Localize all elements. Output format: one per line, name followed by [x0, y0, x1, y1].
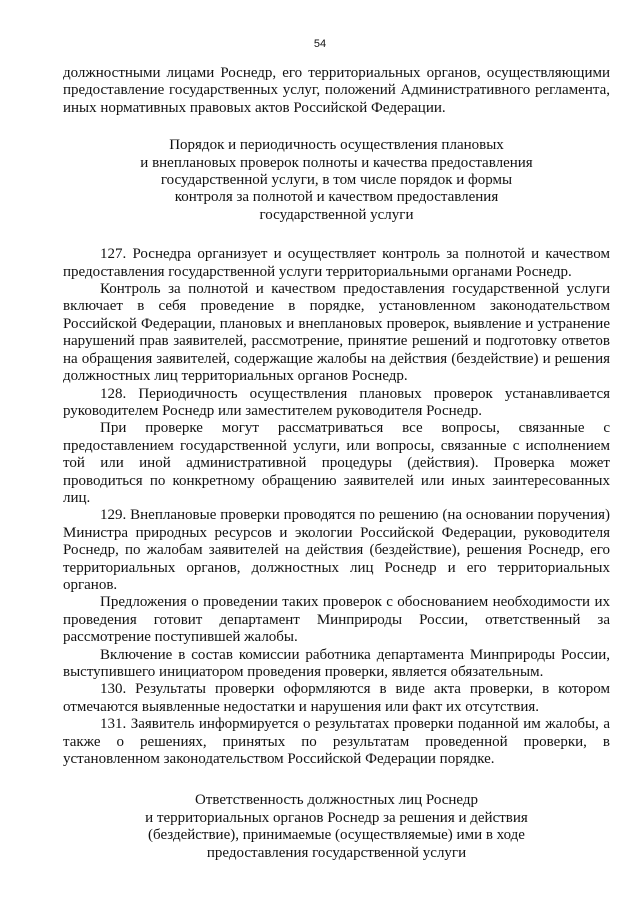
paragraph-130: 130. Результаты проверки оформляются в виде акта проверки, в котором отмечаются выявленные недостатки и нарушения или факт их отсутствия.: [63, 681, 610, 715]
heading-line: государственной услуги: [259, 206, 414, 223]
heading-line: государственной услуги, в том числе порядок и формы: [160, 172, 513, 189]
paragraph-129-commission: Включение в состав комиссии работника департамента Минприроды России, выступившего инициатором проведения проверки, является обязательным.: [63, 646, 610, 680]
page-content: [63, 65, 610, 862]
heading-line: Ответственность должностных лиц Роснедр: [194, 792, 479, 809]
paragraph-127: 127. Роснедра организует и осуществляет контроль за полнотой и качеством предоставления государственной услуги территориальными органами Роснедр.: [63, 246, 610, 280]
paragraph-131: 131. Заявитель информируется о результатах проверки поданной им жалобы, а также о решениях, принятых по результатам проведенной проверки, в установленном законодательством Российской Федерации порядке.: [63, 716, 610, 768]
heading-line: (бездействие), принимаемые (осуществляемые) ими в ходе: [148, 827, 525, 844]
section-heading-control: [63, 137, 610, 224]
paragraph-129-proposals: Предложения о проведении таких проверок с обоснованием необходимости их проведения готовит департамент Минприроды России, ответственный за рассмотрение поступившей жалобы.: [63, 594, 610, 646]
paragraph-intro: должностными лицами Роснедр, его территориальных органов, осуществляющими предоставление государственных услуг, положений Административного регламента, иных нормативных правовых актов Российской Федерации.: [63, 65, 610, 116]
paragraph-129: 129. Внеплановые проверки проводятся по решению (на основании поручения) Министра природных ресурсов и экологии Российской Федерации, руководителя Роснедр, по жалобам заявителей на действия (бездействие), решения Роснедр, его территориальных органов, должностных лиц Роснедр и его территориальных органов.: [63, 507, 610, 593]
heading-line: и внеплановых проверок полноты и качества предоставления: [140, 154, 533, 171]
paragraph-128: 128. Периодичность осуществления плановых проверок устанавливается руководителем Роснедр или заместителем руководителя Роснедр.: [63, 385, 610, 419]
paragraph-127-control: Контроль за полнотой и качеством предоставления государственной услуги включает в себя проведение в порядке, установленном законодательством Российской Федерации, плановых и внеплановых проверок, выявление и устранение нарушений прав заявителей, рассмотрение, принятие решений и подготовку ответов на обращения заявителей, содержащие жалобы на действия (бездействие) и решения должностных лиц территориальных органов Роснедр.: [63, 281, 610, 385]
heading-line: предоставления государственной услуги: [206, 844, 467, 861]
heading-line: контроля за полнотой и качеством предоставления: [174, 189, 499, 206]
heading-line: и территориальных органов Роснедр за решения и действия: [145, 809, 528, 826]
heading-line: Порядок и периодичность осуществления плановых: [169, 137, 504, 154]
page-number: 54: [313, 38, 327, 50]
paragraph-128-check: При проверке могут рассматриваться все вопросы, связанные с предоставлением государственной услуги, или вопросы, связанные с исполнением той или иной административной процедуры (действия). Проверка может проводиться по конкретному обращению заявителей или иных заинтересованных лиц.: [63, 420, 610, 506]
section-heading-responsibility: [63, 792, 610, 862]
